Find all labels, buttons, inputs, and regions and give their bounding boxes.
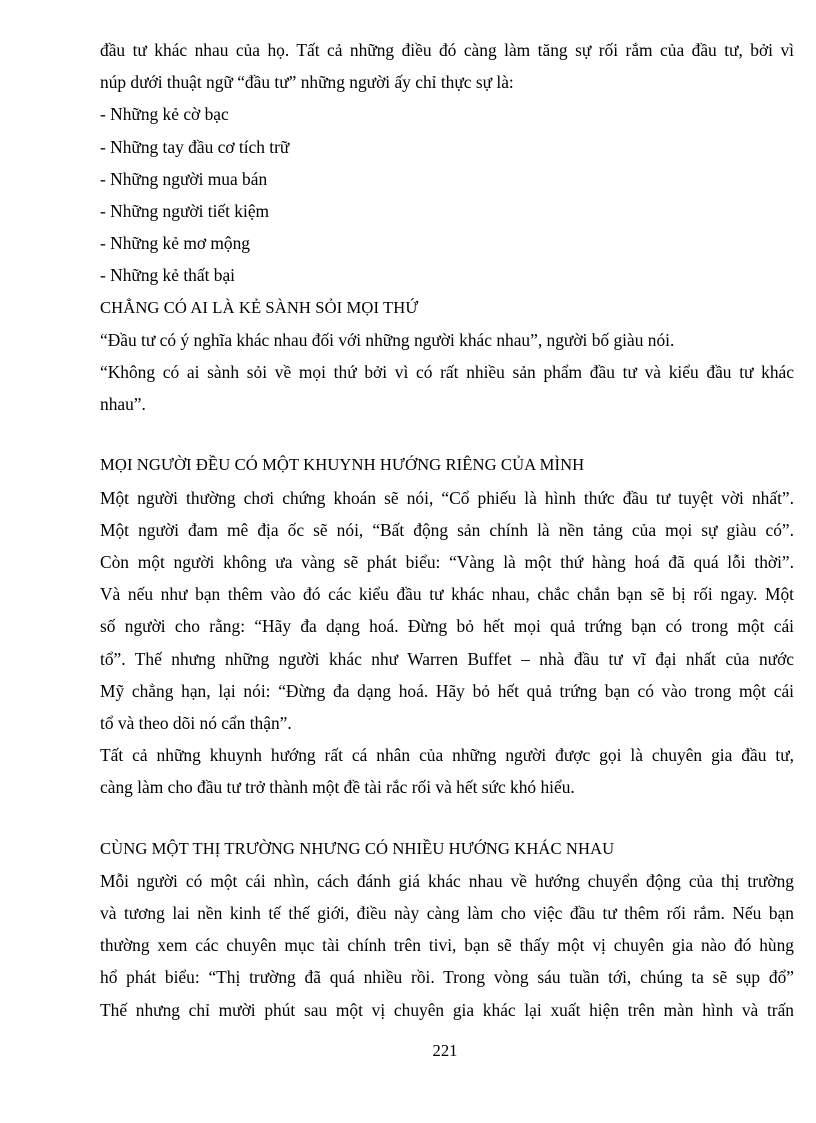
- paragraph: [100, 739, 794, 803]
- text-line: “Không có ai sành sỏi về mọi thứ bởi vì có rất nhiều sản phẩm đầu tư và kiểu đầu tư khác: [100, 362, 794, 383]
- text-line: Một người đam mê địa ốc sẽ nói, “Bất động sản chính là nền tảng của mọi sự giàu có”.: [100, 519, 794, 540]
- paragraph: [100, 34, 794, 98]
- text-line: Tất cả những khuynh hướng rất cá nhân của những người được gọi là chuyên gia đầu tư,: [100, 745, 794, 766]
- text-line: CHẲNG CÓ AI LÀ KẺ SÀNH SỎI MỌI THỨ: [100, 297, 419, 317]
- text-line: càng làm cho đầu tư trở thành một đề tài rắc rối và hết sức khó hiểu.: [100, 777, 575, 798]
- paragraph: [100, 865, 794, 1026]
- section-heading: [100, 833, 794, 865]
- text-line: Mỗi người có một cái nhìn, cách đánh giá khác nhau về hướng chuyển động của thị trường: [100, 870, 794, 891]
- section-gap: [100, 804, 794, 833]
- paragraph: [100, 482, 794, 740]
- text-line: CÙNG MỘT THỊ TRƯỜNG NHƯNG CÓ NHIỀU HƯỚNG KHÁC NHAU: [100, 838, 615, 858]
- text-line: đầu tư khác nhau của họ. Tất cả những điều đó càng làm tăng sự rối rắm của đầu tư, bởi vì: [100, 40, 794, 60]
- text-line: và tương lai nền kinh tế thế giới, điều này càng làm cho việc đầu tư thêm rối rắm. Nếu bạn: [100, 903, 794, 924]
- text-line: núp dưới thuật ngữ “đầu tư” những người ấy chỉ thực sự là:: [100, 72, 514, 93]
- text-line: nhau”.: [100, 394, 146, 415]
- list-item: - Những người tiết kiệm: [100, 201, 270, 222]
- text-line: MỌI NGƯỜI ĐỀU CÓ MỘT KHUYNH HƯỚNG RIÊNG CỦA MÌNH: [100, 455, 585, 475]
- list-item: - Những kẻ cờ bạc: [100, 104, 229, 125]
- text-line: Còn một người không ưa vàng sẽ phát biểu: “Vàng là một thứ hàng hoá đã quá lỗi thời”.: [100, 552, 794, 573]
- text-line: số người cho rằng: “Hãy đa dạng hoá. Đừng bỏ hết mọi quả trứng bạn có trong một cái: [100, 616, 794, 637]
- section-heading: [100, 449, 794, 481]
- text-line: tổ và theo dõi nó cẩn thận”.: [100, 713, 292, 734]
- section-gap: [100, 420, 794, 449]
- list-item: - Những kẻ thất bại: [100, 265, 235, 286]
- paragraph: [100, 324, 794, 356]
- list-item: - Những người mua bán: [100, 168, 268, 189]
- section-heading: [100, 292, 794, 324]
- text-line: “Đầu tư có ý nghĩa khác nhau đối với những người khác nhau”, người bố giàu nói.: [100, 329, 675, 350]
- page-number: 221: [432, 1041, 458, 1060]
- text-line: Và nếu như bạn thêm vào đó các kiểu đầu tư khác nhau, chắc chắn bạn sẽ bị rối ngay. Một: [100, 584, 794, 605]
- document-page: [100, 34, 794, 1026]
- list-item: - Những tay đầu cơ tích trữ: [100, 136, 290, 157]
- list-item: - Những kẻ mơ mộng: [100, 233, 251, 254]
- text-line: Mỹ chẳng hạn, lại nói: “Đừng đa dạng hoá. Hãy bỏ hết quả trứng bạn có vào trong một cái: [100, 680, 794, 701]
- text-line: tổ”. Thế nhưng những người khác như Warren Buffet – nhà đầu tư vĩ đại nhất của nước: [100, 648, 794, 669]
- bullet-list: [100, 98, 794, 291]
- text-line: hổ phát biểu: “Thị trường đã quá nhiều rồi. Trong vòng sáu tuần tới, chúng ta sẽ sụp đổ”: [100, 967, 794, 988]
- paragraph: [100, 356, 794, 420]
- text-line: Thế nhưng chỉ mười phút sau một vị chuyên gia khác lại xuất hiện trên màn hình và trấn: [100, 999, 794, 1020]
- text-line: thường xem các chuyên mục tài chính trên tivi, bạn sẽ thấy một vị chuyên gia nào đó hùng: [100, 935, 794, 956]
- text-line: Một người thường chơi chứng khoán sẽ nói, “Cổ phiếu là hình thức đầu tư tuyệt vời nhất”.: [100, 487, 794, 508]
